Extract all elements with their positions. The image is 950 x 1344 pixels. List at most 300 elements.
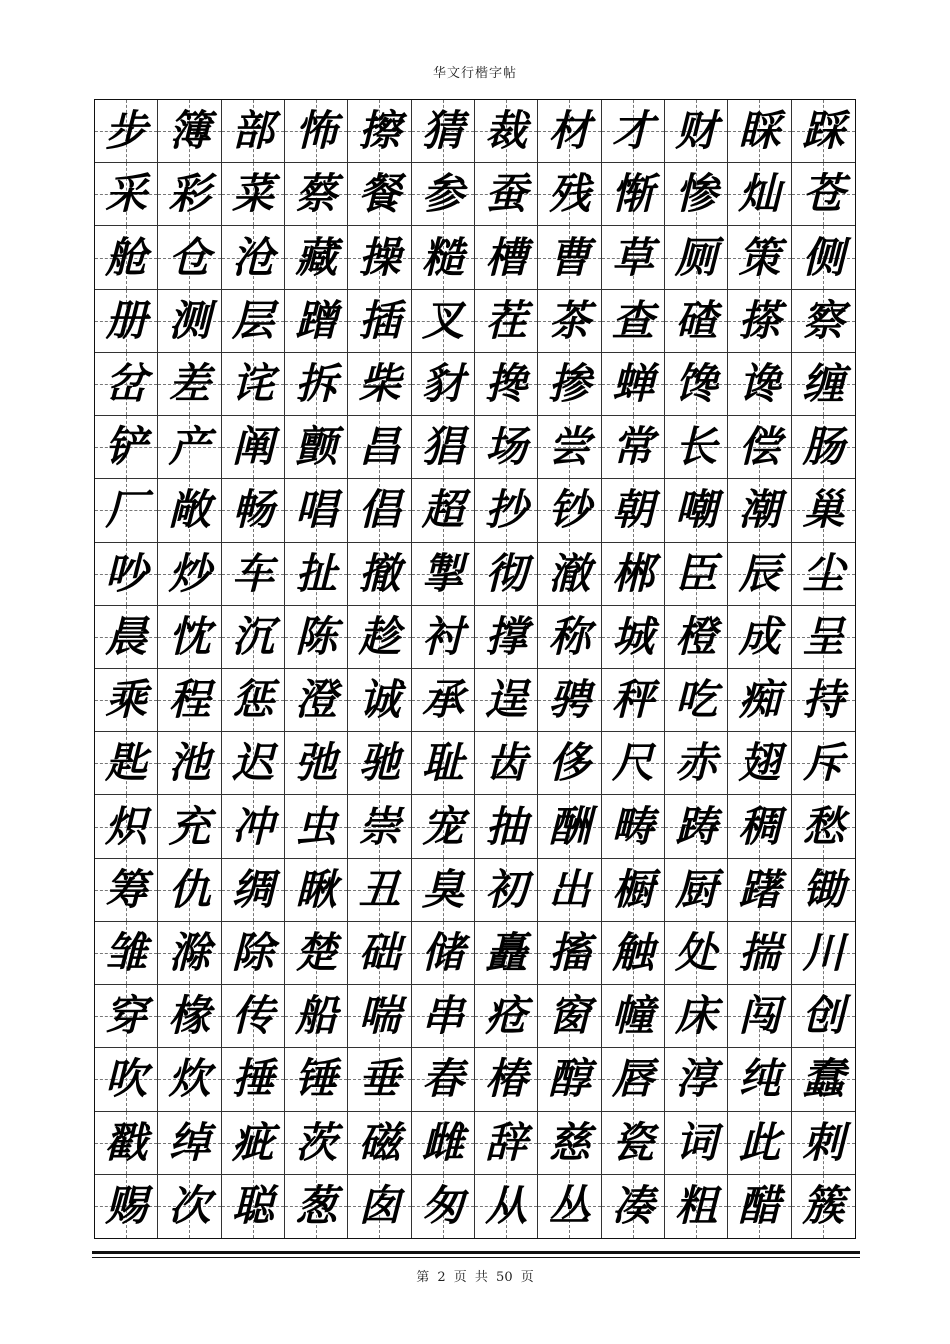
calligraphy-character: 骋	[548, 675, 591, 725]
grid-cell	[792, 543, 855, 606]
grid-cell	[222, 100, 285, 163]
grid-cell	[538, 985, 601, 1048]
calligraphy-character: 崇	[358, 801, 401, 851]
grid-cell	[538, 1175, 601, 1238]
grid-cell	[475, 163, 538, 226]
calligraphy-character: 凑	[611, 1181, 654, 1231]
calligraphy-character: 惩	[231, 675, 274, 725]
grid-cell	[792, 922, 855, 985]
grid-cell	[285, 479, 348, 542]
calligraphy-character: 疵	[231, 1117, 274, 1167]
grid-cell	[475, 922, 538, 985]
grid-cell	[602, 416, 665, 479]
calligraphy-character: 瓷	[611, 1117, 654, 1167]
grid-cell	[412, 795, 475, 858]
grid-cell	[158, 859, 221, 922]
calligraphy-character: 词	[675, 1117, 718, 1167]
calligraphy-character: 撑	[485, 611, 528, 661]
grid-cell	[285, 1048, 348, 1111]
page-title: 华文行楷字帖	[432, 66, 517, 81]
calligraphy-character: 睬	[738, 106, 781, 156]
calligraphy-character: 穿	[105, 991, 148, 1041]
calligraphy-character: 椽	[168, 991, 211, 1041]
grid-cell	[475, 732, 538, 795]
calligraphy-character: 闯	[738, 991, 781, 1041]
calligraphy-character: 忱	[168, 611, 211, 661]
grid-cell	[665, 1112, 728, 1175]
grid-cell	[475, 1112, 538, 1175]
grid-cell	[348, 226, 411, 289]
calligraphy-character: 彻	[485, 548, 528, 598]
calligraphy-character: 财	[675, 106, 718, 156]
calligraphy-character: 差	[168, 358, 211, 408]
calligraphy-character: 承	[421, 675, 464, 725]
grid-cell	[348, 479, 411, 542]
grid-cell	[475, 1048, 538, 1111]
calligraphy-character: 畴	[611, 801, 654, 851]
grid-cell	[285, 732, 348, 795]
calligraphy-character: 畅	[231, 485, 274, 535]
grid-cell	[538, 795, 601, 858]
grid-cell	[285, 606, 348, 669]
calligraphy-character: 惭	[611, 169, 654, 219]
grid-cell	[728, 1112, 791, 1175]
calligraphy-character: 曹	[548, 232, 591, 282]
footer-rule-thick	[92, 1251, 860, 1254]
calligraphy-character: 磁	[358, 1117, 401, 1167]
grid-cell	[475, 1175, 538, 1238]
grid-cell	[95, 100, 158, 163]
grid-cell	[222, 543, 285, 606]
character-grid	[95, 100, 855, 1238]
grid-cell	[285, 669, 348, 732]
calligraphy-character: 驰	[358, 738, 401, 788]
grid-cell	[95, 922, 158, 985]
calligraphy-character: 茨	[295, 1117, 338, 1167]
grid-cell	[538, 226, 601, 289]
grid-cell	[222, 416, 285, 479]
calligraphy-character: 厕	[675, 232, 718, 282]
grid-cell	[602, 353, 665, 416]
calligraphy-character: 聪	[231, 1181, 274, 1231]
grid-cell	[348, 732, 411, 795]
calligraphy-character: 秤	[611, 675, 654, 725]
grid-cell	[412, 1048, 475, 1111]
grid-cell	[285, 353, 348, 416]
calligraphy-character: 惨	[675, 169, 718, 219]
grid-cell	[792, 163, 855, 226]
calligraphy-character: 掺	[548, 358, 591, 408]
calligraphy-character: 臣	[675, 548, 718, 598]
calligraphy-character: 痴	[738, 675, 781, 725]
grid-cell	[285, 859, 348, 922]
grid-cell	[728, 606, 791, 669]
grid-cell	[602, 543, 665, 606]
grid-cell	[222, 985, 285, 1048]
grid-cell	[792, 1048, 855, 1111]
calligraphy-character: 充	[168, 801, 211, 851]
grid-cell	[158, 669, 221, 732]
grid-cell	[475, 543, 538, 606]
grid-cell	[348, 606, 411, 669]
calligraphy-character: 昌	[358, 422, 401, 472]
calligraphy-character: 掣	[421, 548, 464, 598]
calligraphy-character: 持	[802, 675, 845, 725]
grid-cell	[728, 353, 791, 416]
grid-cell	[728, 669, 791, 732]
grid-cell	[222, 290, 285, 353]
grid-cell	[665, 290, 728, 353]
grid-cell	[538, 543, 601, 606]
calligraphy-character: 创	[802, 991, 845, 1041]
calligraphy-character: 簿	[168, 106, 211, 156]
grid-cell	[412, 859, 475, 922]
grid-cell	[95, 795, 158, 858]
calligraphy-character: 谗	[738, 358, 781, 408]
grid-cell	[412, 922, 475, 985]
calligraphy-character: 郴	[611, 548, 654, 598]
calligraphy-character: 参	[421, 169, 464, 219]
calligraphy-character: 缠	[802, 358, 845, 408]
calligraphy-character: 澈	[548, 548, 591, 598]
grid-cell	[728, 163, 791, 226]
calligraphy-character: 抽	[485, 801, 528, 851]
grid-cell	[665, 732, 728, 795]
grid-cell	[95, 732, 158, 795]
calligraphy-character: 尝	[548, 422, 591, 472]
grid-cell	[412, 479, 475, 542]
calligraphy-character: 淳	[675, 1054, 718, 1104]
grid-cell	[475, 859, 538, 922]
grid-cell	[792, 985, 855, 1048]
grid-cell	[665, 985, 728, 1048]
grid-cell	[538, 416, 601, 479]
grid-cell	[665, 1048, 728, 1111]
calligraphy-character: 捶	[231, 1054, 274, 1104]
calligraphy-character: 称	[548, 611, 591, 661]
grid-cell	[222, 606, 285, 669]
calligraphy-character: 稠	[738, 801, 781, 851]
calligraphy-character: 冲	[231, 801, 274, 851]
grid-cell	[95, 416, 158, 479]
calligraphy-character: 槽	[485, 232, 528, 282]
calligraphy-character: 草	[611, 232, 654, 282]
calligraphy-character: 炒	[168, 548, 211, 598]
calligraphy-character: 巢	[802, 485, 845, 535]
calligraphy-character: 猜	[421, 106, 464, 156]
calligraphy-character: 愁	[802, 801, 845, 851]
calligraphy-character: 馋	[675, 358, 718, 408]
calligraphy-character: 弛	[295, 738, 338, 788]
calligraphy-character: 窗	[548, 991, 591, 1041]
grid-cell	[222, 922, 285, 985]
calligraphy-character: 橱	[611, 864, 654, 914]
grid-cell	[348, 859, 411, 922]
grid-cell	[602, 795, 665, 858]
grid-cell	[222, 353, 285, 416]
calligraphy-character: 沉	[231, 611, 274, 661]
grid-cell	[792, 859, 855, 922]
calligraphy-character: 簇	[802, 1181, 845, 1231]
grid-cell	[792, 290, 855, 353]
grid-cell	[412, 416, 475, 479]
grid-cell	[792, 353, 855, 416]
grid-cell	[348, 163, 411, 226]
calligraphy-character: 彩	[168, 169, 211, 219]
grid-cell	[538, 1112, 601, 1175]
calligraphy-character: 臭	[421, 864, 464, 914]
calligraphy-character: 串	[421, 991, 464, 1041]
grid-cell	[792, 416, 855, 479]
grid-cell	[95, 290, 158, 353]
page-number: 第 2 页 共 50 页	[416, 1270, 534, 1285]
calligraphy-character: 瞅	[295, 864, 338, 914]
grid-cell	[665, 163, 728, 226]
calligraphy-character: 侧	[802, 232, 845, 282]
grid-cell	[728, 290, 791, 353]
grid-cell	[665, 859, 728, 922]
grid-cell	[158, 795, 221, 858]
calligraphy-character: 搀	[485, 358, 528, 408]
calligraphy-character: 铲	[105, 422, 148, 472]
calligraphy-character: 耻	[421, 738, 464, 788]
grid-cell	[285, 985, 348, 1048]
calligraphy-character: 采	[105, 169, 148, 219]
grid-cell	[792, 226, 855, 289]
calligraphy-character: 橙	[675, 611, 718, 661]
grid-cell	[158, 290, 221, 353]
calligraphy-character: 酬	[548, 801, 591, 851]
calligraphy-character: 层	[231, 295, 274, 345]
calligraphy-character: 揣	[738, 927, 781, 977]
calligraphy-character: 葱	[295, 1181, 338, 1231]
grid-cell	[158, 543, 221, 606]
grid-cell	[158, 1112, 221, 1175]
grid-cell	[538, 859, 601, 922]
grid-cell	[665, 226, 728, 289]
calligraphy-character: 粗	[675, 1181, 718, 1231]
calligraphy-character: 丑	[358, 864, 401, 914]
grid-cell	[475, 416, 538, 479]
grid-cell	[95, 353, 158, 416]
grid-cell	[538, 732, 601, 795]
grid-cell	[602, 732, 665, 795]
calligraphy-character: 抄	[485, 485, 528, 535]
grid-cell	[348, 290, 411, 353]
grid-cell	[95, 226, 158, 289]
grid-cell	[348, 1175, 411, 1238]
calligraphy-character: 长	[675, 422, 718, 472]
grid-cell	[412, 1175, 475, 1238]
grid-cell	[95, 669, 158, 732]
grid-cell	[412, 669, 475, 732]
grid-cell	[412, 1112, 475, 1175]
calligraphy-character: 丛	[548, 1181, 591, 1231]
grid-cell	[728, 543, 791, 606]
calligraphy-character: 部	[231, 106, 274, 156]
grid-cell	[728, 416, 791, 479]
grid-cell	[348, 922, 411, 985]
grid-cell	[602, 1112, 665, 1175]
calligraphy-character: 扯	[295, 548, 338, 598]
grid-cell	[538, 606, 601, 669]
grid-cell	[538, 163, 601, 226]
grid-cell	[602, 290, 665, 353]
grid-cell	[158, 732, 221, 795]
grid-cell	[348, 1112, 411, 1175]
calligraphy-character: 操	[358, 232, 401, 282]
grid-cell	[665, 543, 728, 606]
grid-cell	[602, 1175, 665, 1238]
calligraphy-character: 钞	[548, 485, 591, 535]
calligraphy-character: 测	[168, 295, 211, 345]
calligraphy-character: 储	[421, 927, 464, 977]
grid-cell	[285, 100, 348, 163]
grid-cell	[602, 1048, 665, 1111]
grid-cell	[475, 479, 538, 542]
calligraphy-character: 潮	[738, 485, 781, 535]
grid-cell	[475, 985, 538, 1048]
calligraphy-character: 朝	[611, 485, 654, 535]
calligraphy-character: 逞	[485, 675, 528, 725]
calligraphy-character: 出	[548, 864, 591, 914]
calligraphy-character: 楚	[295, 927, 338, 977]
grid-cell	[412, 226, 475, 289]
calligraphy-character: 才	[611, 106, 654, 156]
grid-cell	[728, 732, 791, 795]
calligraphy-character: 蠢	[802, 1054, 845, 1104]
grid-cell	[412, 353, 475, 416]
grid-cell	[665, 1175, 728, 1238]
calligraphy-character: 幢	[611, 991, 654, 1041]
calligraphy-character: 触	[611, 927, 654, 977]
calligraphy-character: 残	[548, 169, 591, 219]
calligraphy-character: 蝉	[611, 358, 654, 408]
calligraphy-character: 尘	[802, 548, 845, 598]
calligraphy-character: 虫	[295, 801, 338, 851]
grid-cell	[222, 795, 285, 858]
calligraphy-character: 茬	[485, 295, 528, 345]
calligraphy-character: 床	[675, 991, 718, 1041]
calligraphy-character: 乘	[105, 675, 148, 725]
grid-cell	[348, 100, 411, 163]
grid-cell	[285, 416, 348, 479]
grid-cell	[222, 226, 285, 289]
calligraphy-character: 川	[802, 927, 845, 977]
grid-cell	[412, 163, 475, 226]
calligraphy-character: 成	[738, 611, 781, 661]
grid-cell	[728, 1048, 791, 1111]
grid-cell	[348, 416, 411, 479]
calligraphy-character: 辰	[738, 548, 781, 598]
calligraphy-character: 匙	[105, 738, 148, 788]
grid-cell	[475, 226, 538, 289]
calligraphy-character: 传	[231, 991, 274, 1041]
calligraphy-character: 锤	[295, 1054, 338, 1104]
grid-cell	[412, 732, 475, 795]
grid-cell	[222, 163, 285, 226]
calligraphy-character: 苍	[802, 169, 845, 219]
calligraphy-character: 超	[421, 485, 464, 535]
calligraphy-character: 赐	[105, 1181, 148, 1231]
calligraphy-character: 唇	[611, 1054, 654, 1104]
grid-cell	[348, 669, 411, 732]
calligraphy-character: 雏	[105, 927, 148, 977]
grid-cell	[412, 985, 475, 1048]
calligraphy-character: 踩	[802, 106, 845, 156]
calligraphy-character: 慈	[548, 1117, 591, 1167]
grid-cell	[158, 985, 221, 1048]
grid-cell	[475, 795, 538, 858]
calligraphy-character: 呈	[802, 611, 845, 661]
calligraphy-character: 吹	[105, 1054, 148, 1104]
calligraphy-character: 椿	[485, 1054, 528, 1104]
calligraphy-character: 插	[358, 295, 401, 345]
grid-cell	[285, 163, 348, 226]
grid-cell	[158, 163, 221, 226]
grid-cell	[95, 606, 158, 669]
grid-cell	[665, 100, 728, 163]
grid-cell	[602, 922, 665, 985]
calligraphy-character: 常	[611, 422, 654, 472]
calligraphy-character: 筹	[105, 864, 148, 914]
calligraphy-character: 嘲	[675, 485, 718, 535]
grid-cell	[348, 1048, 411, 1111]
calligraphy-character: 餐	[358, 169, 401, 219]
calligraphy-character: 查	[611, 295, 654, 345]
calligraphy-character: 舱	[105, 232, 148, 282]
calligraphy-character: 疮	[485, 991, 528, 1041]
grid-cell	[412, 606, 475, 669]
grid-cell	[158, 416, 221, 479]
grid-cell	[538, 353, 601, 416]
calligraphy-character: 础	[358, 927, 401, 977]
grid-cell	[475, 606, 538, 669]
grid-cell	[792, 669, 855, 732]
grid-cell	[538, 290, 601, 353]
calligraphy-character: 猖	[421, 422, 464, 472]
grid-cell	[475, 353, 538, 416]
calligraphy-character: 蹭	[295, 295, 338, 345]
grid-cell	[95, 985, 158, 1048]
calligraphy-character: 雌	[421, 1117, 464, 1167]
calligraphy-character: 厨	[675, 864, 718, 914]
calligraphy-character: 厂	[105, 485, 148, 535]
calligraphy-character: 刺	[802, 1117, 845, 1167]
calligraphy-character: 菜	[231, 169, 274, 219]
calligraphy-character: 册	[105, 295, 148, 345]
calligraphy-character: 迟	[231, 738, 274, 788]
calligraphy-character: 沧	[231, 232, 274, 282]
calligraphy-character: 产	[168, 422, 211, 472]
calligraphy-character: 炽	[105, 801, 148, 851]
grid-cell	[158, 100, 221, 163]
calligraphy-character: 碴	[675, 295, 718, 345]
calligraphy-character: 匆	[421, 1181, 464, 1231]
calligraphy-character: 裁	[485, 106, 528, 156]
calligraphy-character: 赤	[675, 738, 718, 788]
calligraphy-character: 诧	[231, 358, 274, 408]
calligraphy-character: 唱	[295, 485, 338, 535]
calligraphy-character: 茶	[548, 295, 591, 345]
grid-cell	[602, 226, 665, 289]
calligraphy-character: 躇	[738, 864, 781, 914]
grid-cell	[602, 859, 665, 922]
grid-cell	[538, 479, 601, 542]
calligraphy-character: 炊	[168, 1054, 211, 1104]
calligraphy-character: 齿	[485, 738, 528, 788]
grid-cell	[285, 922, 348, 985]
